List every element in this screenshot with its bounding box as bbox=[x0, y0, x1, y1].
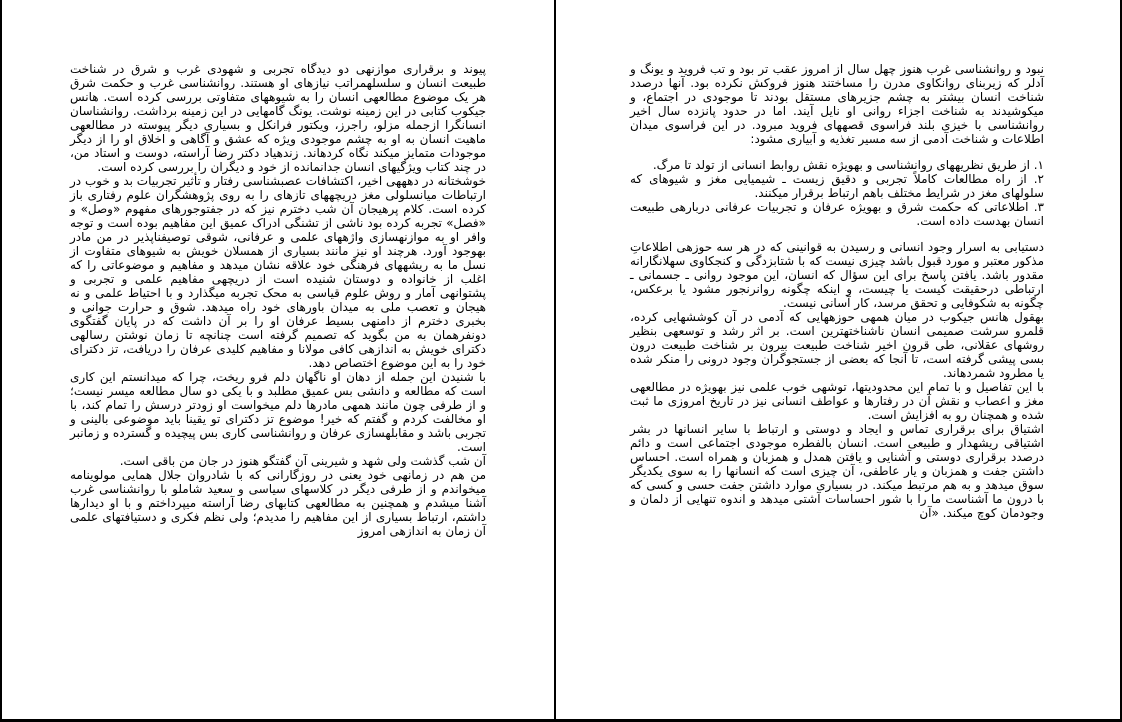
list-item-3: ۳. اطلاعاتی که حکمت شرق و بهویژه عرفان و تجربیات عرفانی دربارهی طبیعت انسان بهدست داده است. bbox=[630, 200, 1044, 228]
left-paragraph-4: آن شب گذشت ولی شهد و شیرینی آن گفتگو هنوز در جان من باقی است. bbox=[119, 454, 486, 468]
left-page bbox=[70, 62, 486, 538]
left-paragraph-2: خوشختانه در دهههی اخیر، اکتشافات عصبشناسی رفتار و تأثیر تجربیات بد و خوب در ارتباطات میانسلولی مغز دریچههای تازهای را به روی پژوهشگران علوم رفتاری باز کرده است. کلام پرهیجان آن شب دخترم نیز که در جفتوجورهای مفهوم «وصل» و «فصل» تجربه کرده بود ناشی از تشنگی ادراک عمیق این مفاهیم بوده است و توجه وافر او به موازنهسازی واژههای علمی و عرفانی، شوقی توصیفناپذیر در من مادر بهوجود آورد. هرچند او نیز مانند بسیاری از همسلان خویش به شیوهای متفاوت از نسل ما به ریشههای فرهنگی خود علاقه نشان میدهد و مفاهیم و موضوعاتی را که اغلب از خانواده و دوستان شنیده است از دریچهی مفاهیم علمی و تجربی و پشتوانهی آمار و روش علوم قیاسی به محک تجربه میگذارد و با احتیاط علمی و نه هیجان و تعصب ملی به میدان باورهای خود راه میدهد. شوق و حرارت جوانی و بخبری دخترم از دامنهی بسیط عرفان او را بر آن داشت که در پایان گفتگوی دونفرهمان به من بگوید که تصمیم گرفته است چنانچه تا زمان نوشتن رسالهی دکترای خویش به اندازهی کافی مولانا و مفاهیم کلیدی عرفان را دریافت، تز دکترای خود را به این موضوع اختصاص دهد. bbox=[70, 174, 486, 370]
left-paragraph-1: پیوند و برقراری موازنهی دو دیدگاه تجربی و شهودی غرب و شرق در شناخت طبیعت انسان و سلسلهمراتب نیازهای او هستند. روانشناسی غرب و حکمت شرق هر یک موضوع مطالعهی انسان را به شیوههای متفاوتی بررسی کرده است. هانس جیکوب کتابی در این زمینه نوشت. یونگ گامهایی در این زمینه برداشت. روانشناسان انسانگرا ازجمله مزلو، راجرز، ویکتور فرانکل و بسیاری دیگر پیوسته در مطالعهی ماهیت انسان به او به چشم موجودی ویژه که عشق و آگاهی و اخلاق او را از دیگر موجودات متمایز میکند نگاه کردهاند. زندهیاد دکتر رضا آراسته، دوست و استاد من، در چند کتاب ویژگیهای انسان جدانمانده از خود و دیگران را بررسی کرده است. bbox=[70, 62, 486, 174]
right-paragraph-2: بهقول هانس جیکوب در میان همهی حوزههایی که آدمی در آن کوششهایی کرده، قلمرو سرشت صمیمی انسان ناشناختهترین است. بر اثر رشد و توسعهی بنظیر روشهای عقلانی، طی قرون اخیر شناخت طبیعت بیرون بر شناخت طبیعت درون بسی پیشی گرفته است، تا آنجا که بعضی از جستجوگران وجود درونی را منکر شده یا مطرود شمردهاند. bbox=[630, 310, 1044, 380]
right-intro-paragraph: نبود و روانشناسی غرب هنوز چهل سال از امروز عقب تر بود و تب فروید و یونگ و آدلر که زیربنای روانکاوی مدرن را مساختند هنوز فروکش نکرده بود. آنها درصدد شناخت انسان بیشتر به چشم جزیرهای مستقل بودند تا موجودی در اجتماع، و میکوشیدند به شناخت اجزاء روانی او نایل آیند. اما در حدود پانزده سال اخیر روانشناسی با خیزی بلند فراسوی قصههای فروید مبرود. در این فراسوی میدان اطلاعات و شناخت آدمی از سه مسیر تغذیه و آبیاری مشود: bbox=[630, 62, 1044, 146]
book-gutter bbox=[554, 0, 556, 722]
list-item-2: ۲. از راه مطالعات کاملاً تجربی و دقیق زیست ـ شیمیایی مغز و شیوهای که سلولهای مغز در شرایط مختلف باهم ارتباط برقرار میکنند. bbox=[630, 172, 1044, 200]
right-paragraph-3: با این تفاصیل و با تمام این محدودیتها، توشهی خوب علمی نیز بهویژه در مطالعهی مغز و اعصاب و نقش آن در رفتارها و عواطف انسانی نیز در تاریخ امروزی ما ثبت شده و همچنان رو به افزایش است. bbox=[630, 380, 1044, 422]
right-page bbox=[630, 62, 1044, 520]
right-paragraph-1: دستیابی به اسرار وجود انسانی و رسیدن به قوانینی که در هر سه حوزهی اطلاعاتِ مذکور معتبر و مورد قبول باشد چیزی نیست که با شتابزدگی و کنجکاوی سهلانگارانه مقدور باشد. یافتن پاسخ برای این سؤال که انسان، این موجود روانی ـ جسمانی ـ ارتباطی درحقیقت کیست یا چیست، و اینکه چگونه روانرنجور مشود یا برعکس، چگونه به شکوفایی و تحقق مرسد، کار آسانی نیست. bbox=[630, 240, 1044, 310]
numbered-list bbox=[630, 158, 1044, 228]
page-edge-left bbox=[0, 0, 2, 722]
left-paragraph-3: با شنیدن این جمله از دهان او ناگهان دلم فرو ریخت، چرا که میدانستم این کاری است که مطالعه و دانشی بس عمیق مطلبد و با یکی دو سال مطالعه میسر نیست؛ و از طرفی چون مانند همهی مادرها دلم میخواست او زودتر درسش را تمام کند، با او مخالفت کردم و گفتم که خیر! موضوع تز دکترای تو یقینا باید موضوعی بالینی و تجربی باشد و مقابلهسازی عرفان و روانشناسی کاری بس پیچیده و گسترده و زمانبر است. bbox=[70, 370, 486, 454]
right-paragraph-4: اشتیاق برای برقراری تماس و ایجاد و دوستی و ارتباط با سایر انسانها در بشر اشتیاقی ریشهدار و طبیعی است. انسان بالفطره موجودی اجتماعی است و دائم درصدد برقراری دوستی و آشنایی و یافتن همدل و همزبان و همراه است. احساس داشتن جفت و همزبان و یار عاطفی، آن چیزی است که انسانها را به سوی یکدیگر سوق میدهد و به هم مرتبط میکند. در بسیاری موارد داشتن جفت حسی و کسی که با درون ما آشناست ما را با شور احساسات آشتی میدهد و اندوه تنهایی از دلمان و وجودمان کوچ میکند. «آن bbox=[630, 422, 1044, 520]
left-paragraph-5: من هم در زمانهی خود یعنی در روزگارانی که با شادروان جلال همایی مولوینامه میخواندم و از طرفی دیگر در کلاسهای سیاسی و سعید شاملو با روانشناسی غرب آشنا میشدم و همچنین به مطالعهی کتابهای رضا آراسته میپرداختم و با او دیدارها داشتم، ارتباط بسیاری از این مفاهیم را مدیدم؛ ولی نظم فکری و دستیافتهای علمی آن زمان به اندازهی امروز bbox=[70, 468, 486, 538]
list-item-1: ۱. از طریق نظریههای روانشناسی و بهویژه نقش روابط انسانی از تولد تا مرگ. bbox=[652, 158, 1044, 172]
